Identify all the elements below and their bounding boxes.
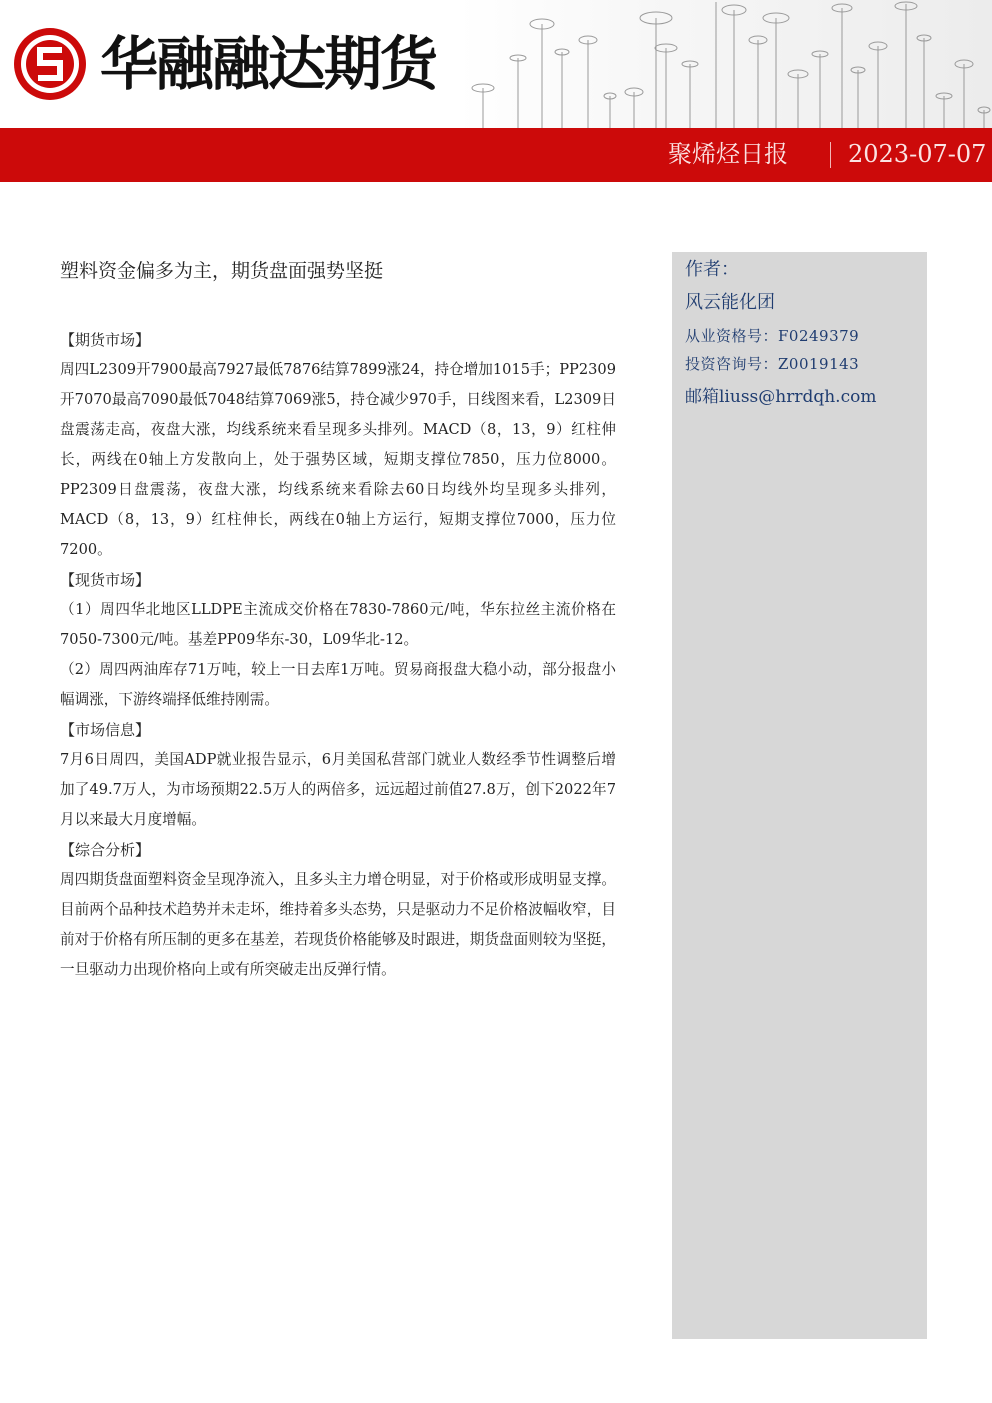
- section-futures-market: [60, 325, 616, 565]
- section-market-info: [60, 715, 616, 835]
- report-header: [0, 0, 992, 182]
- consulting-number: 投资咨询号：Z0019143: [685, 355, 860, 373]
- report-body: [60, 255, 616, 985]
- section-title: 【期货市场】: [60, 331, 151, 349]
- company-name: 华融融达期货: [100, 30, 437, 98]
- author-email[interactable]: 邮箱liuss@hrrdqh.com: [685, 387, 877, 407]
- title-divider: [830, 142, 831, 168]
- decorative-circles-graphic: [458, 0, 992, 128]
- section-title: 【现货市场】: [60, 571, 151, 589]
- section-paragraph: 周四L2309开7900最高7927最低7876结算7899涨24，持仓增加1015手；PP2309开7070最高7090最低7048结算7069涨5，持仓减少970手，日线图来看，L2309日盘震荡走高，夜盘大涨，均线系统来看呈现多头排列。MACD（8，13，9）红柱伸长，两线在0轴上方发散向上，处于强势区域，短期支撑位7850，压力位8000。PP2309日盘震荡，夜盘大涨，均线系统来看除去60日均线外均呈现多头排列，MACD（8，13，9）红柱伸长，两线在0轴上方运行，短期支撑位7000，压力位7200。: [60, 361, 616, 558]
- section-paragraph: 7月6日周四，美国ADP就业报告显示，6月美国私营部门就业人数经季节性调整后增加了49.7万人，为市场预期22.5万人的两倍多，远远超过前值27.8万，创下2022年7月以来最大月度增幅。: [60, 751, 616, 828]
- section-title: 【市场信息】: [60, 721, 151, 739]
- report-date: 2023-07-07: [848, 140, 987, 168]
- author-label: 作者：: [685, 259, 739, 280]
- author-sidebar: [672, 252, 927, 1339]
- report-headline: 塑料资金偏多为主，期货盘面强势坚挺: [60, 260, 384, 282]
- section-analysis: [60, 835, 616, 985]
- section-paragraph: （2）周四两油库存71万吨，较上一日去库1万吨。贸易商报盘大稳小动，部分报盘小幅调涨，下游终端择低维持刚需。: [60, 661, 616, 708]
- section-title: 【综合分析】: [60, 841, 151, 859]
- section-spot-market: [60, 565, 616, 715]
- title-bar: [0, 128, 992, 182]
- report-name: 聚烯烃日报: [668, 140, 788, 168]
- section-paragraph: （1）周四华北地区LLDPE主流成交价格在7830-7860元/吨，华东拉丝主流价格在7050-7300元/吨。基差PP09华东-30，L09华北-12。: [60, 601, 616, 648]
- author-name: 风云能化团: [685, 292, 775, 313]
- section-paragraph: 周四期货盘面塑料资金呈现净流入，且多头主力增仓明显，对于价格或形成明显支撑。目前两个品种技术趋势并未走坏，维持着多头态势，只是驱动力不足价格波幅收窄，目前对于价格有所压制的更多在基差，若现货价格能够及时跟进，期货盘面则较为坚挺，一旦驱动力出现价格向上或有所突破走出反弹行情。: [60, 871, 616, 978]
- company-logo-icon: [12, 26, 88, 102]
- qualification-number: 从业资格号：F0249379: [685, 327, 860, 345]
